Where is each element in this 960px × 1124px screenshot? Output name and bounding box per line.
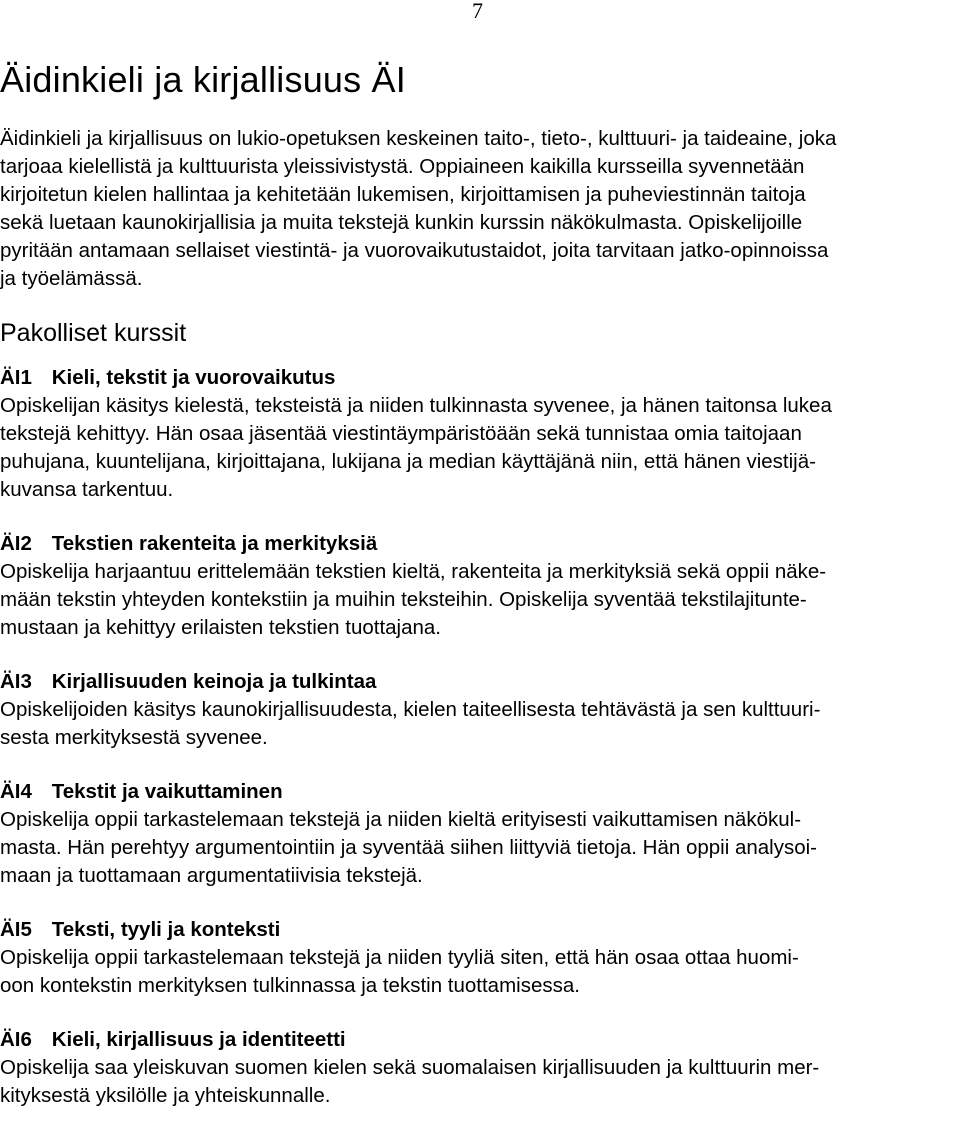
course-line: Opiskelija oppii tarkastelemaan tekstejä ja niiden tyyliä siten, että hän osaa ottaa huomi- bbox=[0, 946, 799, 969]
intro-line: ja työelämässä. bbox=[0, 267, 143, 290]
course-line: Opiskelija saa yleiskuvan suomen kielen sekä suomalaisen kirjallisuuden ja kulttuurin mer- bbox=[0, 1056, 820, 1079]
course-line: maan ja tuottamaan argumentatiivisia tekstejä. bbox=[0, 864, 423, 887]
intro-line: sekä luetaan kaunokirjallisia ja muita tekstejä kunkin kurssin näkökulmasta. Opiskelijoille bbox=[0, 211, 803, 234]
course-line: sesta merkityksestä syvenee. bbox=[0, 726, 268, 749]
document-title: Äidinkieli ja kirjallisuus ÄI bbox=[0, 59, 406, 100]
course-name: Kieli, kirjallisuus ja identiteetti bbox=[51, 1028, 346, 1051]
course-line: oon kontekstin merkityksen tulkinnassa ja tekstin tuottamisessa. bbox=[0, 974, 580, 997]
course-code: ÄI4 bbox=[0, 780, 32, 803]
course-line: Opiskelijan käsitys kielestä, teksteistä ja niiden tulkinnasta syvenee, ja hänen taitonsa lukea bbox=[0, 394, 832, 417]
course-code: ÄI2 bbox=[0, 532, 32, 555]
intro-line: Äidinkieli ja kirjallisuus on lukio-opetuksen keskeinen taito-, tieto-, kulttuuri- ja taideaine, joka bbox=[0, 127, 837, 150]
course-heading bbox=[0, 364, 958, 392]
course-heading bbox=[0, 668, 958, 696]
course-line: Opiskelija oppii tarkastelemaan tekstejä ja niiden kieltä erityisesti vaikuttamisen näkökul- bbox=[0, 808, 802, 831]
course-line: Opiskelijoiden käsitys kaunokirjallisuudesta, kielen taiteellisesta tehtävästä ja sen kulttuuri- bbox=[0, 698, 821, 721]
section-title: Pakolliset kurssit bbox=[0, 319, 187, 347]
course-section bbox=[0, 916, 958, 1000]
course-code: ÄI6 bbox=[0, 1028, 32, 1051]
course-code: ÄI1 bbox=[0, 366, 32, 389]
course-line: mustaan ja kehittyy erilaisten tekstien tuottajana. bbox=[0, 616, 441, 639]
course-name: Kirjallisuuden keinoja ja tulkintaa bbox=[51, 670, 377, 693]
course-name: Teksti, tyyli ja konteksti bbox=[51, 918, 281, 941]
course-code: ÄI3 bbox=[0, 670, 32, 693]
course-section bbox=[0, 1026, 958, 1110]
intro-line: pyritään antamaan sellaiset viestintä- ja vuorovaikutustaidot, joita tarvitaan jatko-opinnoissa bbox=[0, 239, 829, 262]
course-heading bbox=[0, 778, 958, 806]
course-heading bbox=[0, 530, 958, 558]
course-line: Opiskelija harjaantuu erittelemään tekstien kieltä, rakenteita ja merkityksiä sekä oppii näke- bbox=[0, 560, 827, 583]
intro-line: tarjoaa kielellistä ja kulttuurista yleissivistystä. Oppiaineen kaikilla kursseilla syvennetään bbox=[0, 155, 805, 178]
course-name: Tekstien rakenteita ja merkityksiä bbox=[51, 532, 378, 555]
course-line: kuvansa tarkentuu. bbox=[0, 478, 174, 501]
intro-line: kirjoitetun kielen hallintaa ja kehitetään lukemisen, kirjoittamisen ja puheviestinnän taitoja bbox=[0, 183, 806, 206]
course-line: mään tekstin yhteyden kontekstiin ja muihin teksteihin. Opiskelija syventää tekstilajitunte- bbox=[0, 588, 807, 611]
course-section bbox=[0, 668, 958, 752]
course-name: Tekstit ja vaikuttaminen bbox=[51, 780, 283, 803]
course-line: kityksestä yksilölle ja yhteiskunnalle. bbox=[0, 1084, 331, 1107]
course-name: Kieli, tekstit ja vuorovaikutus bbox=[51, 366, 336, 389]
document-body bbox=[0, 58, 958, 1110]
course-code: ÄI5 bbox=[0, 918, 32, 941]
course-heading bbox=[0, 916, 958, 944]
course-heading bbox=[0, 1026, 958, 1054]
page-number: 7 bbox=[472, 0, 483, 23]
course-section bbox=[0, 364, 958, 504]
course-section bbox=[0, 530, 958, 642]
course-line: puhujana, kuuntelijana, kirjoittajana, lukijana ja median käyttäjänä niin, että hänen viestijä- bbox=[0, 450, 816, 473]
course-line: tekstejä kehittyy. Hän osaa jäsentää viestintäympäristöään sekä tunnistaa omia taitojaan bbox=[0, 422, 802, 445]
intro-paragraph bbox=[0, 125, 958, 293]
course-section bbox=[0, 778, 958, 890]
course-line: masta. Hän perehtyy argumentointiin ja syventää siihen liittyviä tietoja. Hän oppii analysoi- bbox=[0, 836, 818, 859]
